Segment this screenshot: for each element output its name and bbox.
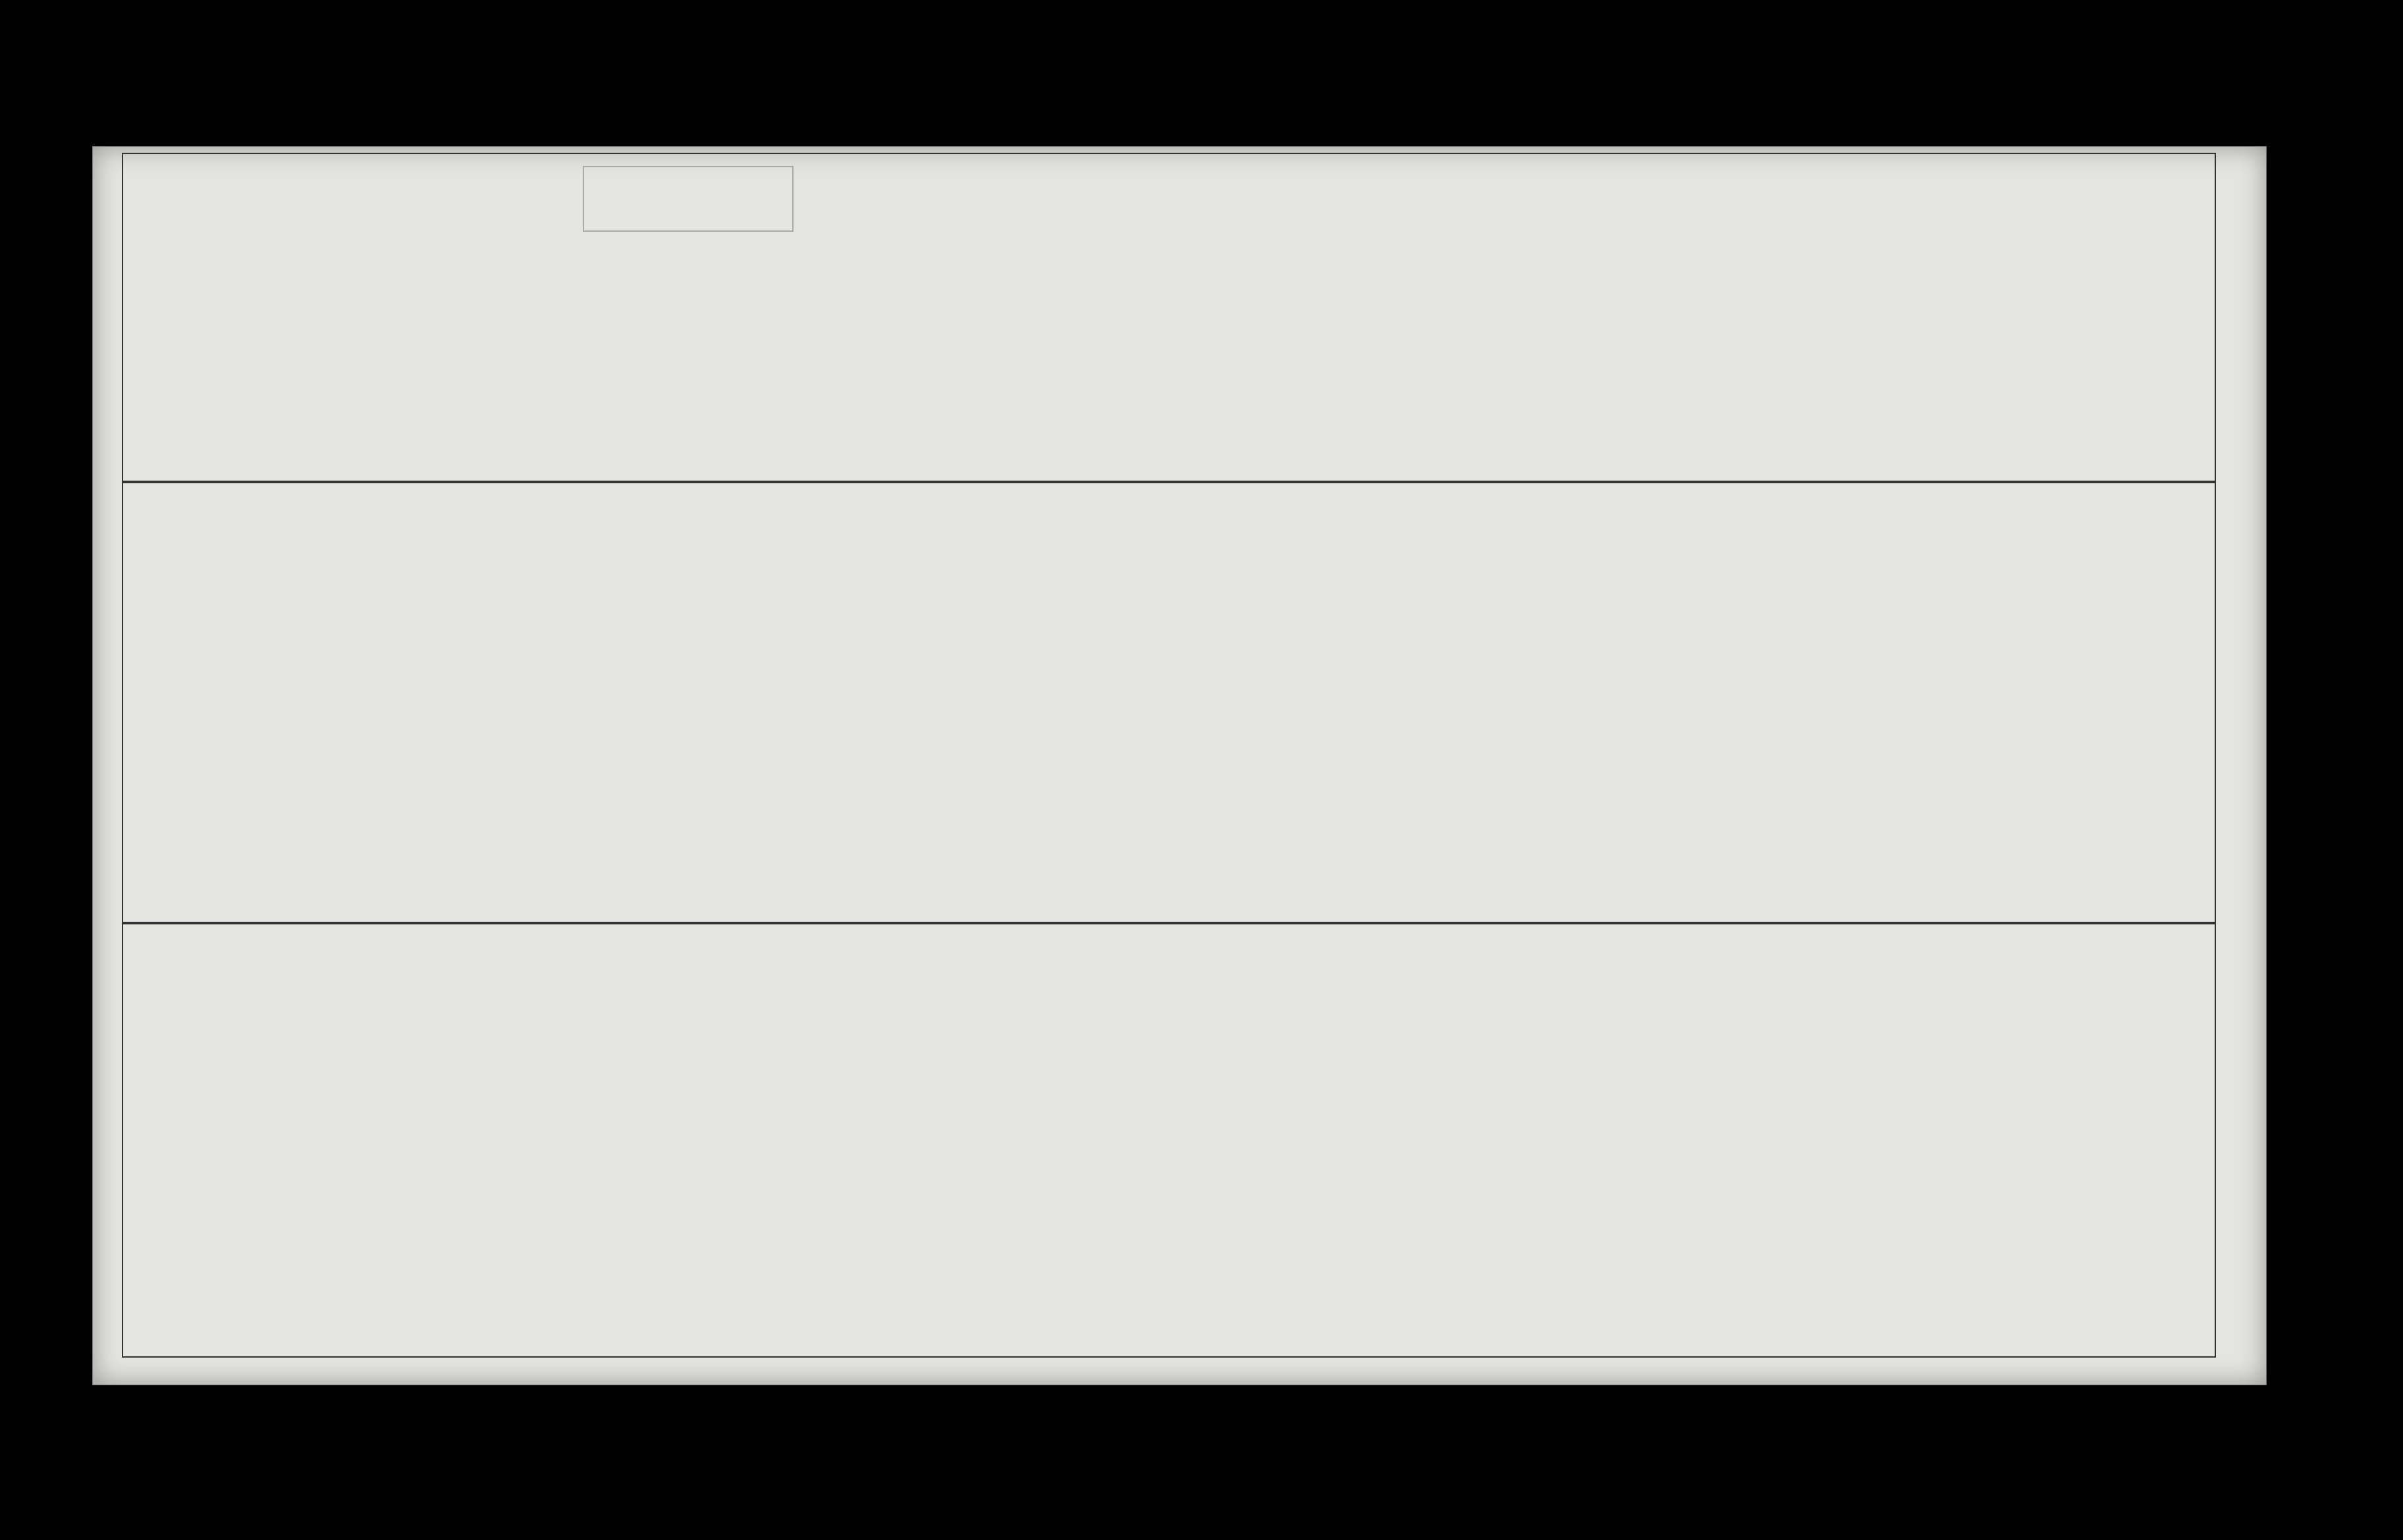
ministry-stamp: [583, 166, 794, 232]
crops-table: [122, 153, 2216, 482]
census-form: [122, 153, 2216, 1364]
stamp-line-1: [584, 224, 792, 230]
middle-section: [122, 482, 2216, 923]
rent-table: [122, 923, 2216, 1358]
